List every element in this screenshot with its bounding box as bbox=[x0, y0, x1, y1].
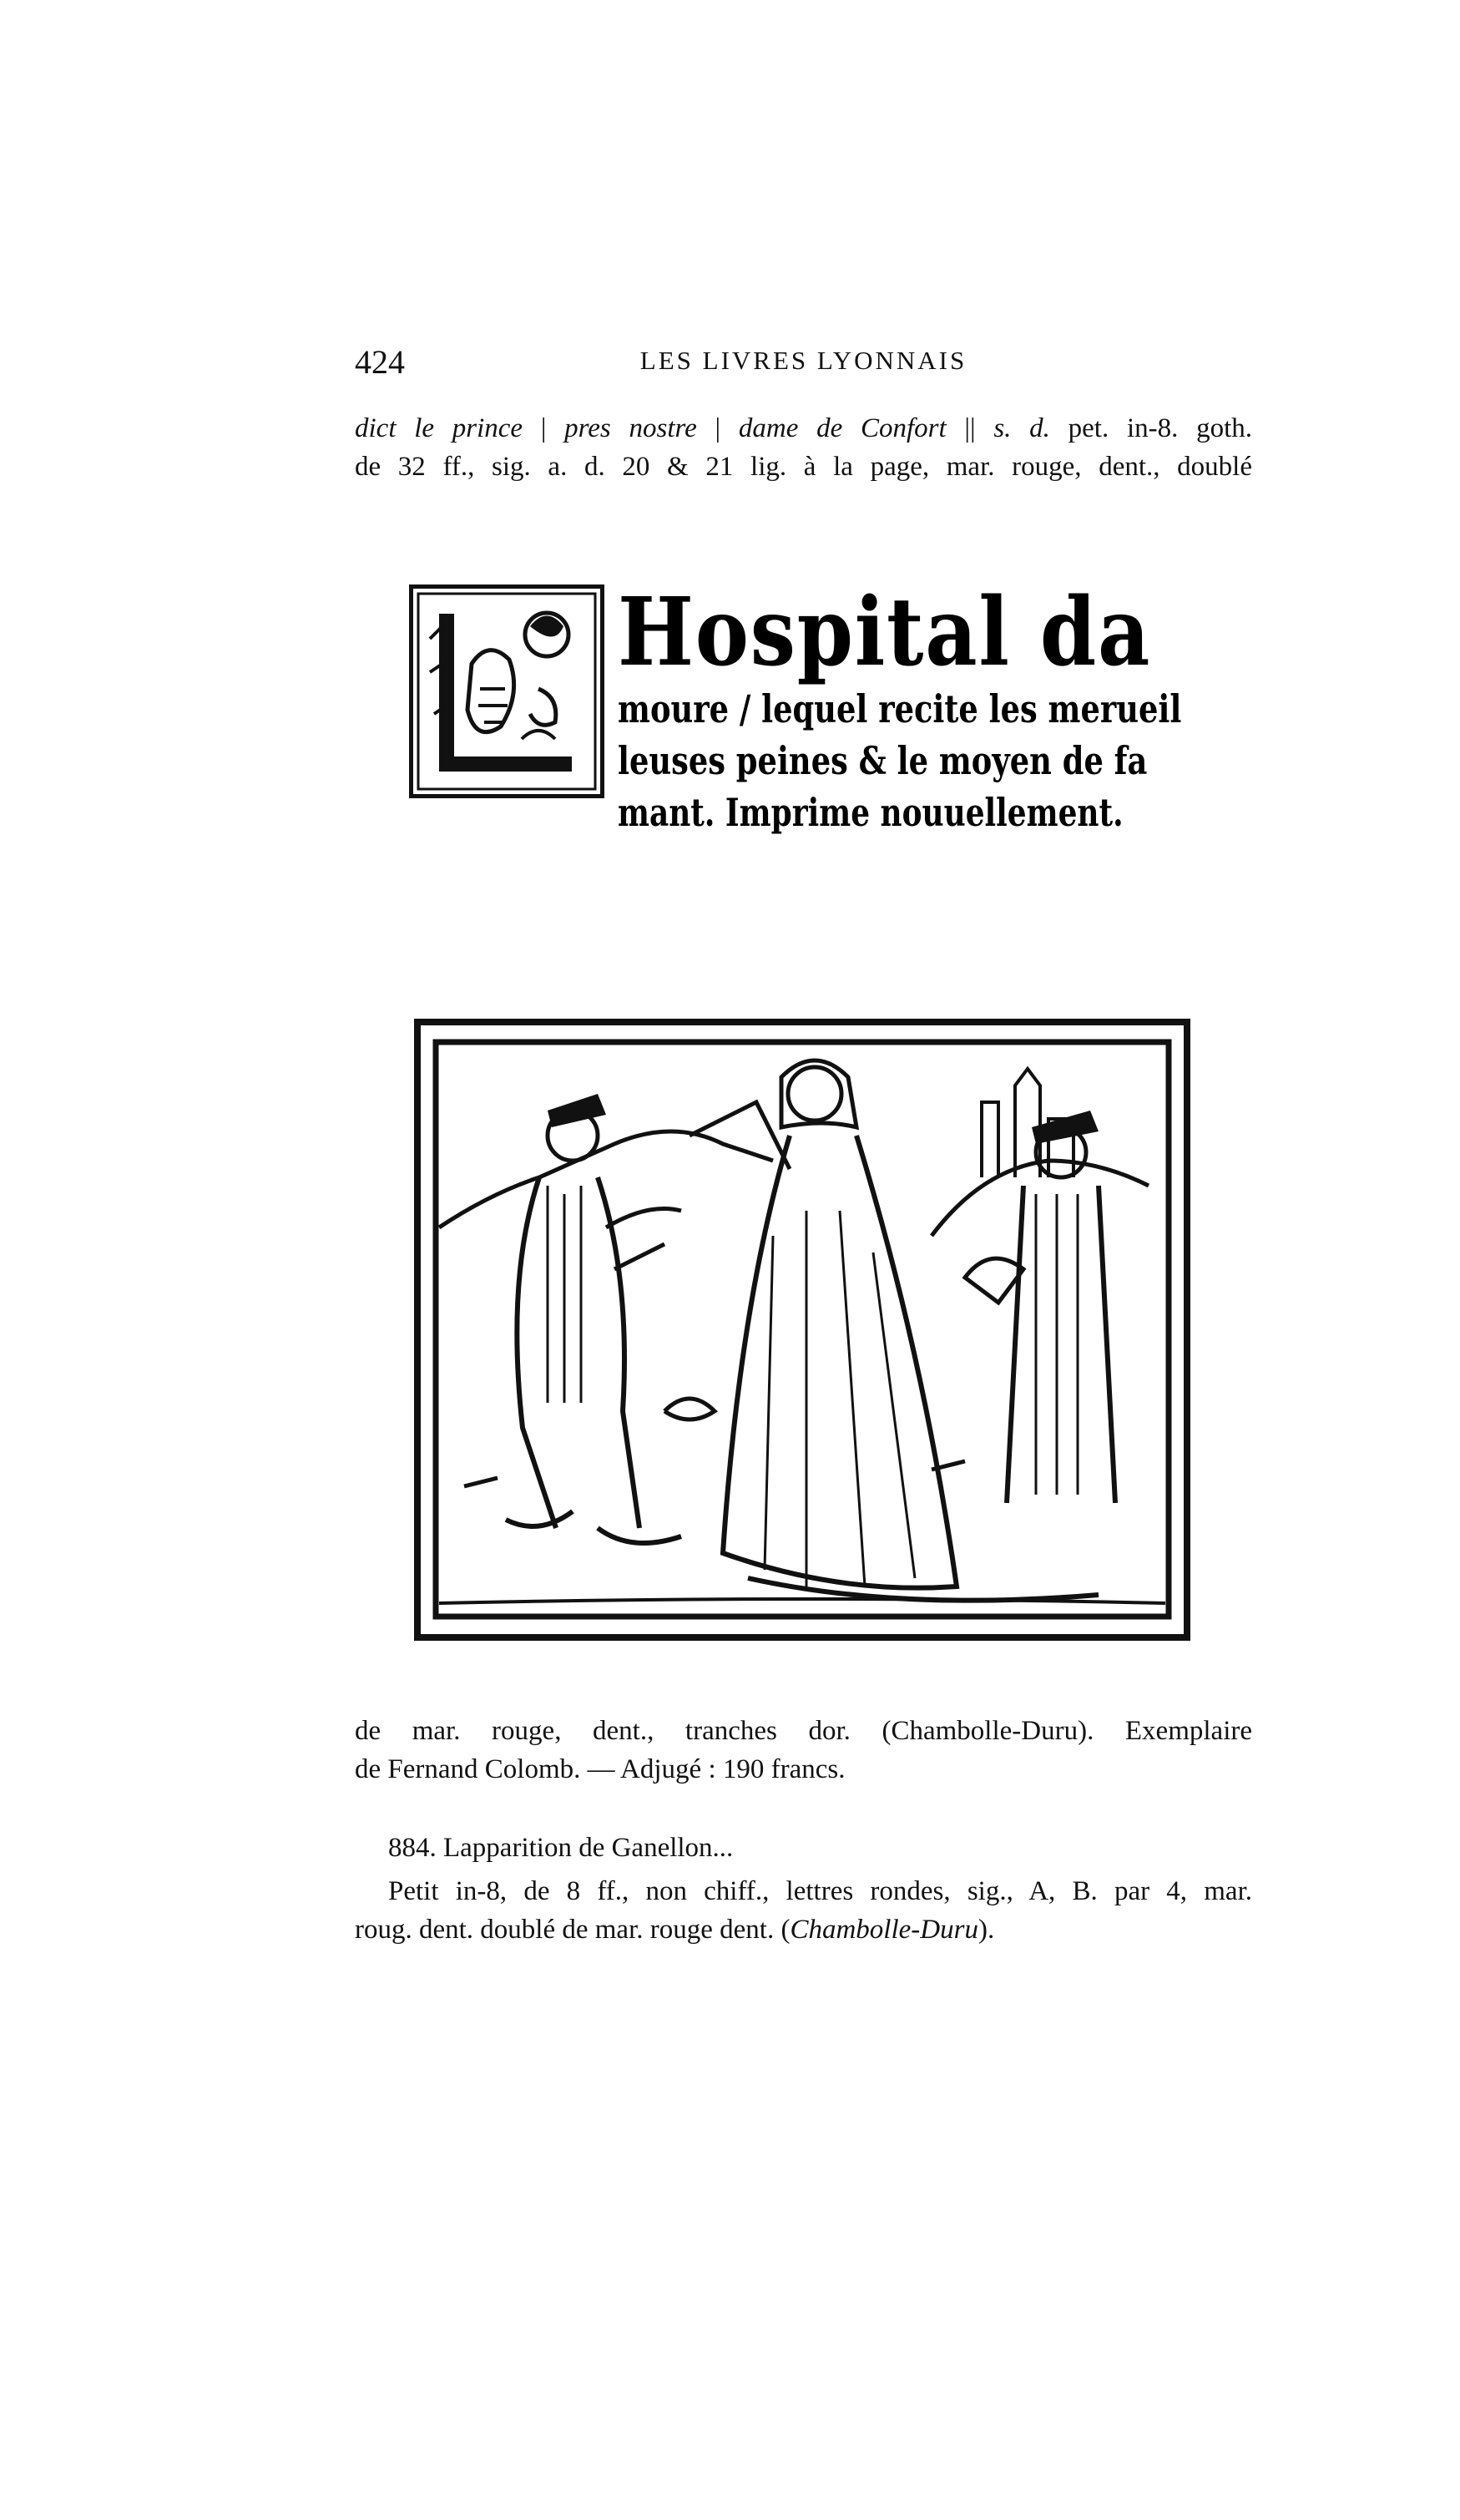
entry-desc-plain: roug. dent. doublé de mar. rouge dent. ( bbox=[355, 1915, 791, 1945]
initial-woodcut-icon bbox=[413, 589, 600, 794]
page-header bbox=[355, 342, 1252, 392]
entry-description bbox=[355, 1872, 1252, 1949]
running-title: LES LIVRES LYONNAIS bbox=[639, 346, 967, 375]
title-line-4: mant. Imprime nouuellement. bbox=[618, 790, 1124, 835]
biblio-binding-note bbox=[355, 1712, 1252, 1789]
line-separator: | bbox=[715, 413, 721, 443]
biblio-line-2: de 32 ff., sig. a. d. 20 & 21 lig. à la page, mar. rouge, dent., doublé bbox=[355, 452, 1252, 482]
woodcut-illustration bbox=[414, 1019, 1190, 1641]
title-line-3: leuses peines & le moyen de fa bbox=[618, 738, 1148, 783]
date-abbrev: s. d. bbox=[993, 413, 1050, 443]
facsimile-title bbox=[409, 578, 1182, 835]
page-number: 424 bbox=[355, 343, 405, 381]
title-fragment: pres nostre bbox=[564, 413, 697, 443]
decorated-initial bbox=[409, 584, 604, 798]
entry-desc-line-1: Petit in-8, de 8 ff., non chiff., lettres rondes, sig., A, B. par 4, mar. bbox=[388, 1876, 1252, 1906]
binding-line-2: de Fernand Colomb. — Adjugé : 190 francs. bbox=[355, 1754, 846, 1784]
binding-line-1: de mar. rouge, dent., tranches dor. (Chambolle-Duru). Exemplaire bbox=[355, 1716, 1252, 1746]
line-separator: || bbox=[964, 413, 976, 443]
title-fragment: dict le prince bbox=[355, 413, 523, 443]
entry-heading bbox=[355, 1829, 1252, 1867]
biblio-line-1 bbox=[355, 409, 1252, 448]
entry-desc-end: ). bbox=[978, 1915, 995, 1945]
entry-desc-line-2 bbox=[355, 1910, 1252, 1949]
title-line-2: moure / lequel recite les merueil bbox=[618, 686, 1182, 731]
format-note: pet. in-8. goth. bbox=[1068, 413, 1252, 443]
binder-name: Chambolle-Duru bbox=[790, 1915, 978, 1945]
line-separator: | bbox=[540, 413, 547, 443]
title-line-1: Hospital da bbox=[618, 578, 1152, 687]
entry-title: 884. Lapparition de Ganellon... bbox=[388, 1833, 734, 1863]
woodcut-figures-icon bbox=[414, 1019, 1190, 1641]
title-fragment: dame de Confort bbox=[738, 413, 947, 443]
biblio-continuation bbox=[355, 409, 1252, 486]
